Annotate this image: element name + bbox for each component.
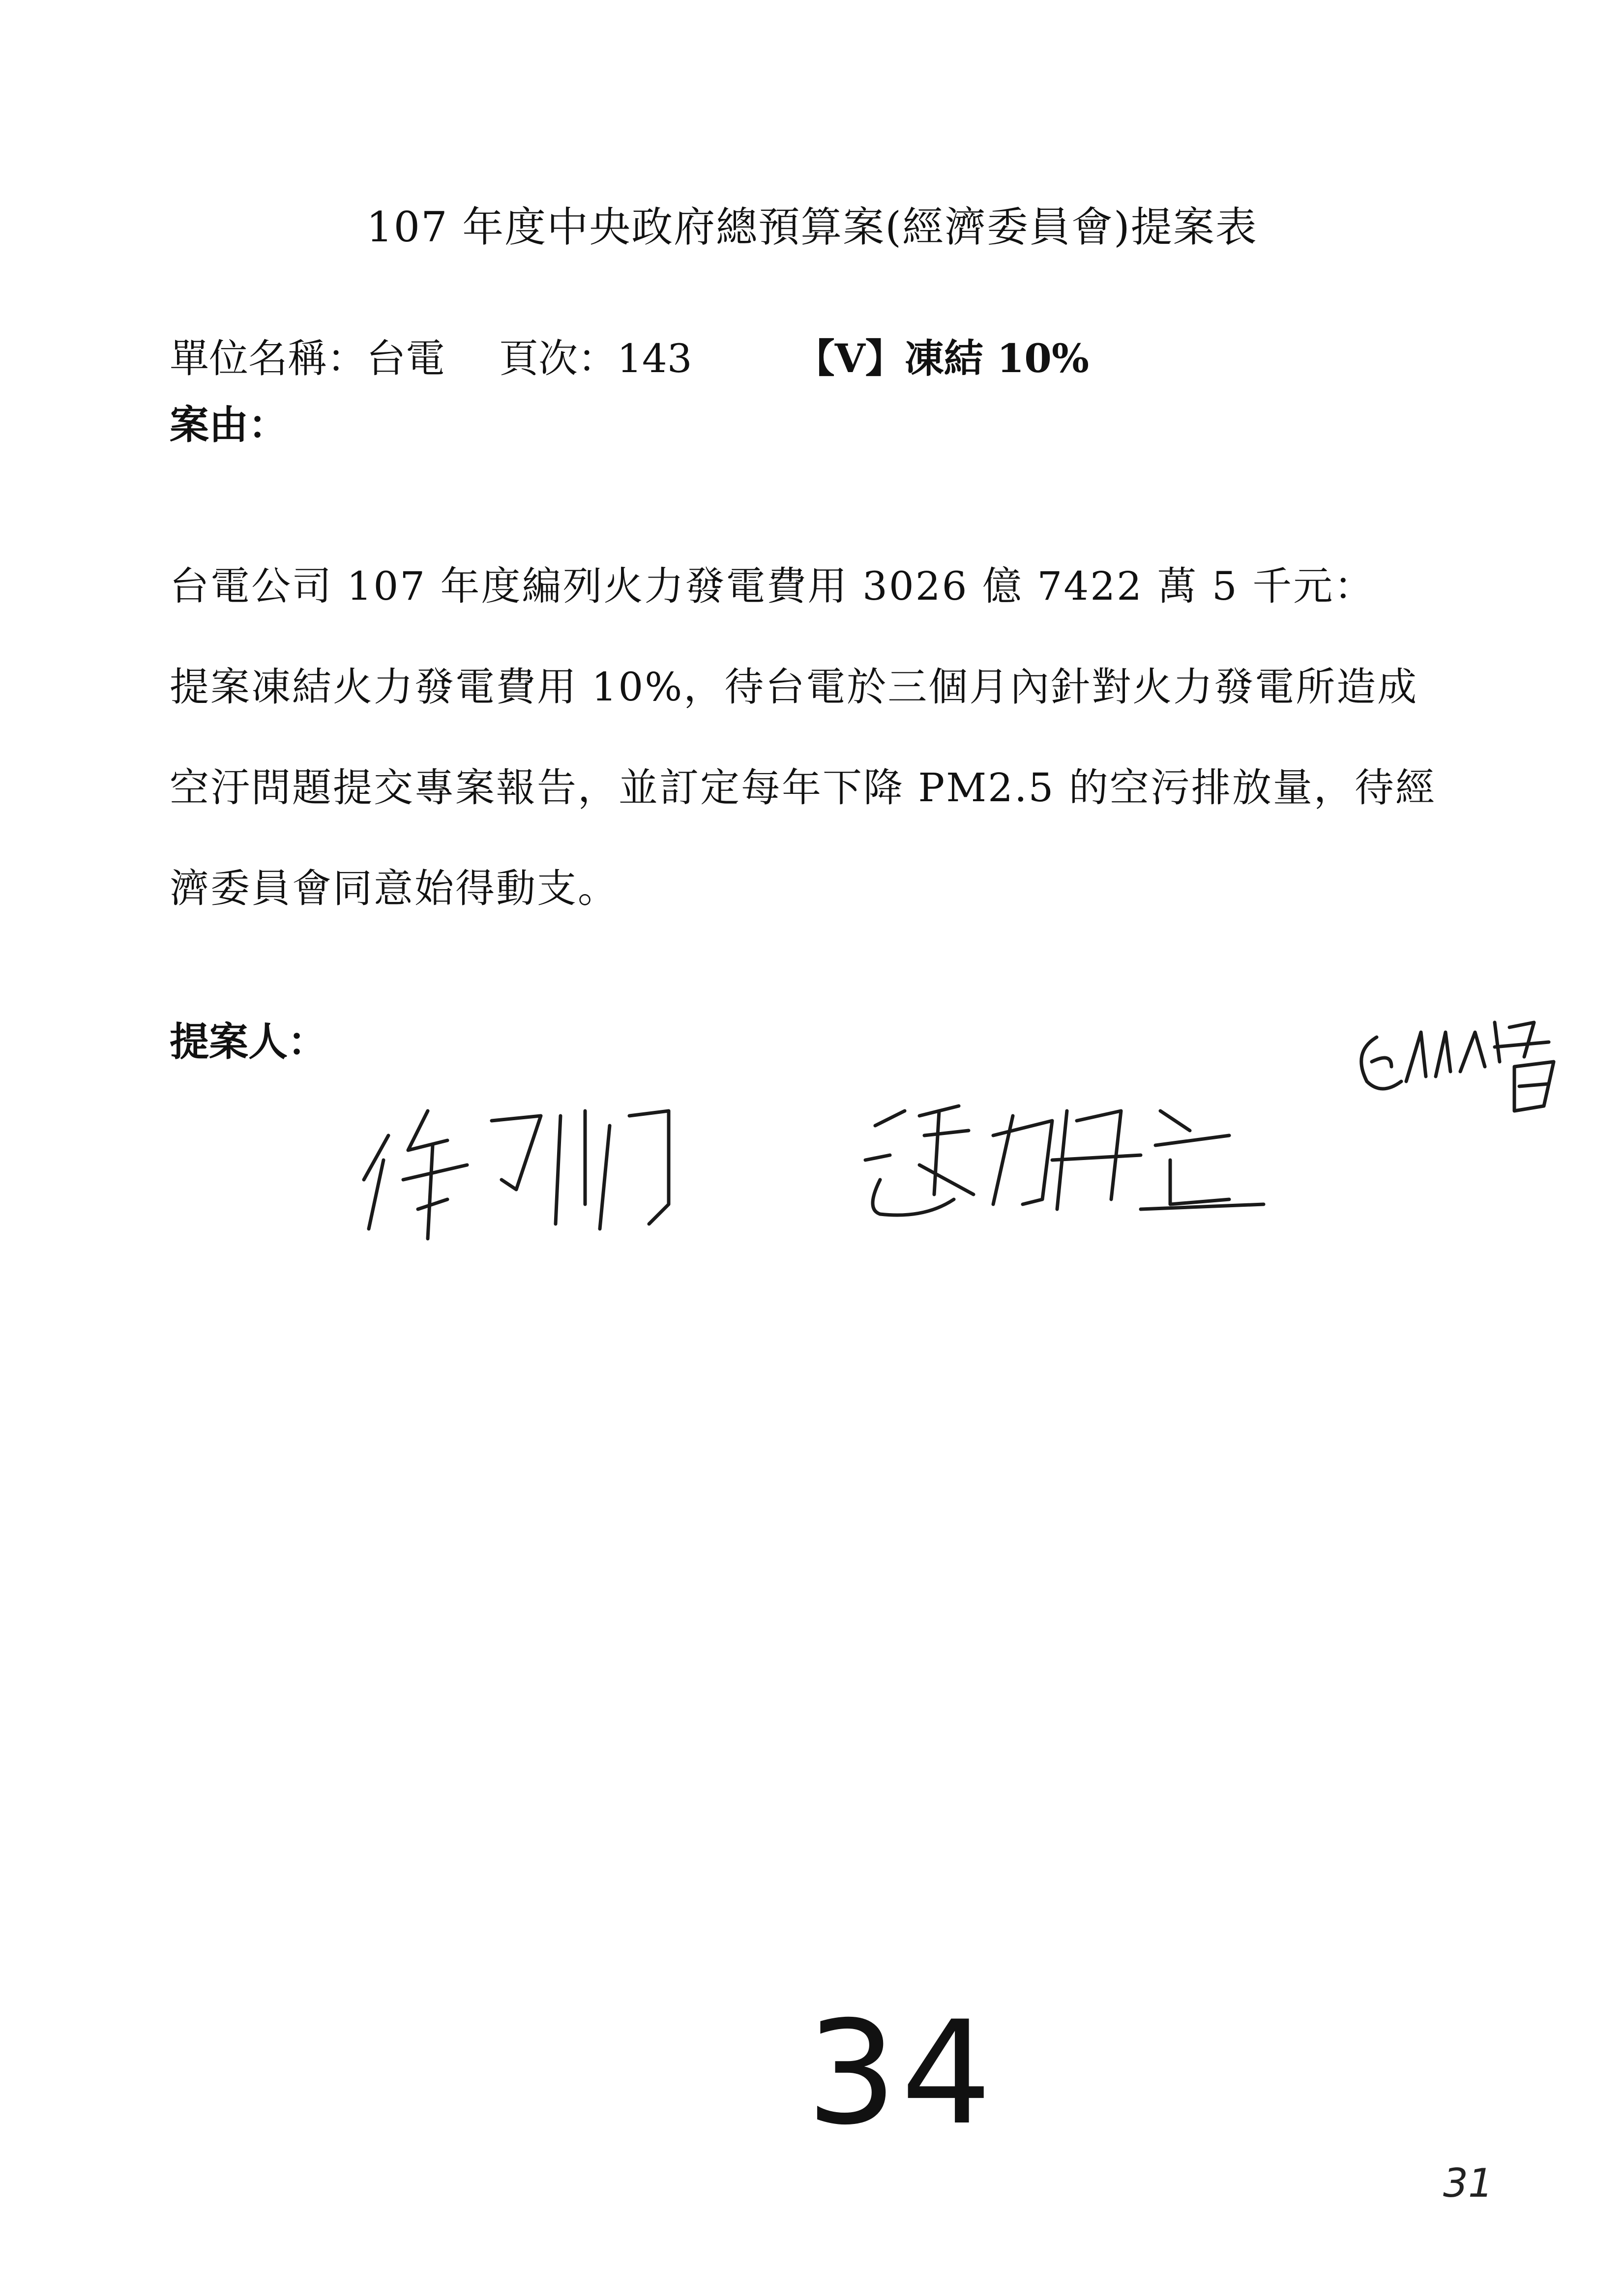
handwritten-page-number: 34 [806,1991,996,2156]
reason-label: 案由： [170,402,288,448]
unit-name: 單位名稱：台電 [170,336,445,381]
signature-3 [1347,1003,1583,1126]
body-line: 空汙問題提交專案報告，並訂定每年下降 PM2.5 的空污排放量，待經 [170,765,1436,811]
freeze-checkbox-label: 【V】凍結 10% [795,335,1089,381]
proposer-label: 提案人： [170,1018,327,1065]
meta-row [170,327,1089,383]
body-line: 台電公司 107 年度編列火力發電費用 3026 億 7422 萬 5 千元： [170,563,1375,609]
document-title: 107 年度中央政府總預算案(經濟委員會)提案表 [366,203,1258,251]
body-line: 提案凍結火力發電費用 10%，待台電於三個月內針對火力發電所造成 [170,664,1418,710]
signature-2 [846,1081,1288,1244]
signature-1 [354,1081,708,1258]
body-line: 濟委員會同意始得動支。 [170,866,619,911]
page-number: 頁次：143 [499,336,692,381]
corner-page-number: 31 [1443,2160,1493,2206]
proposal-body [170,536,1497,939]
